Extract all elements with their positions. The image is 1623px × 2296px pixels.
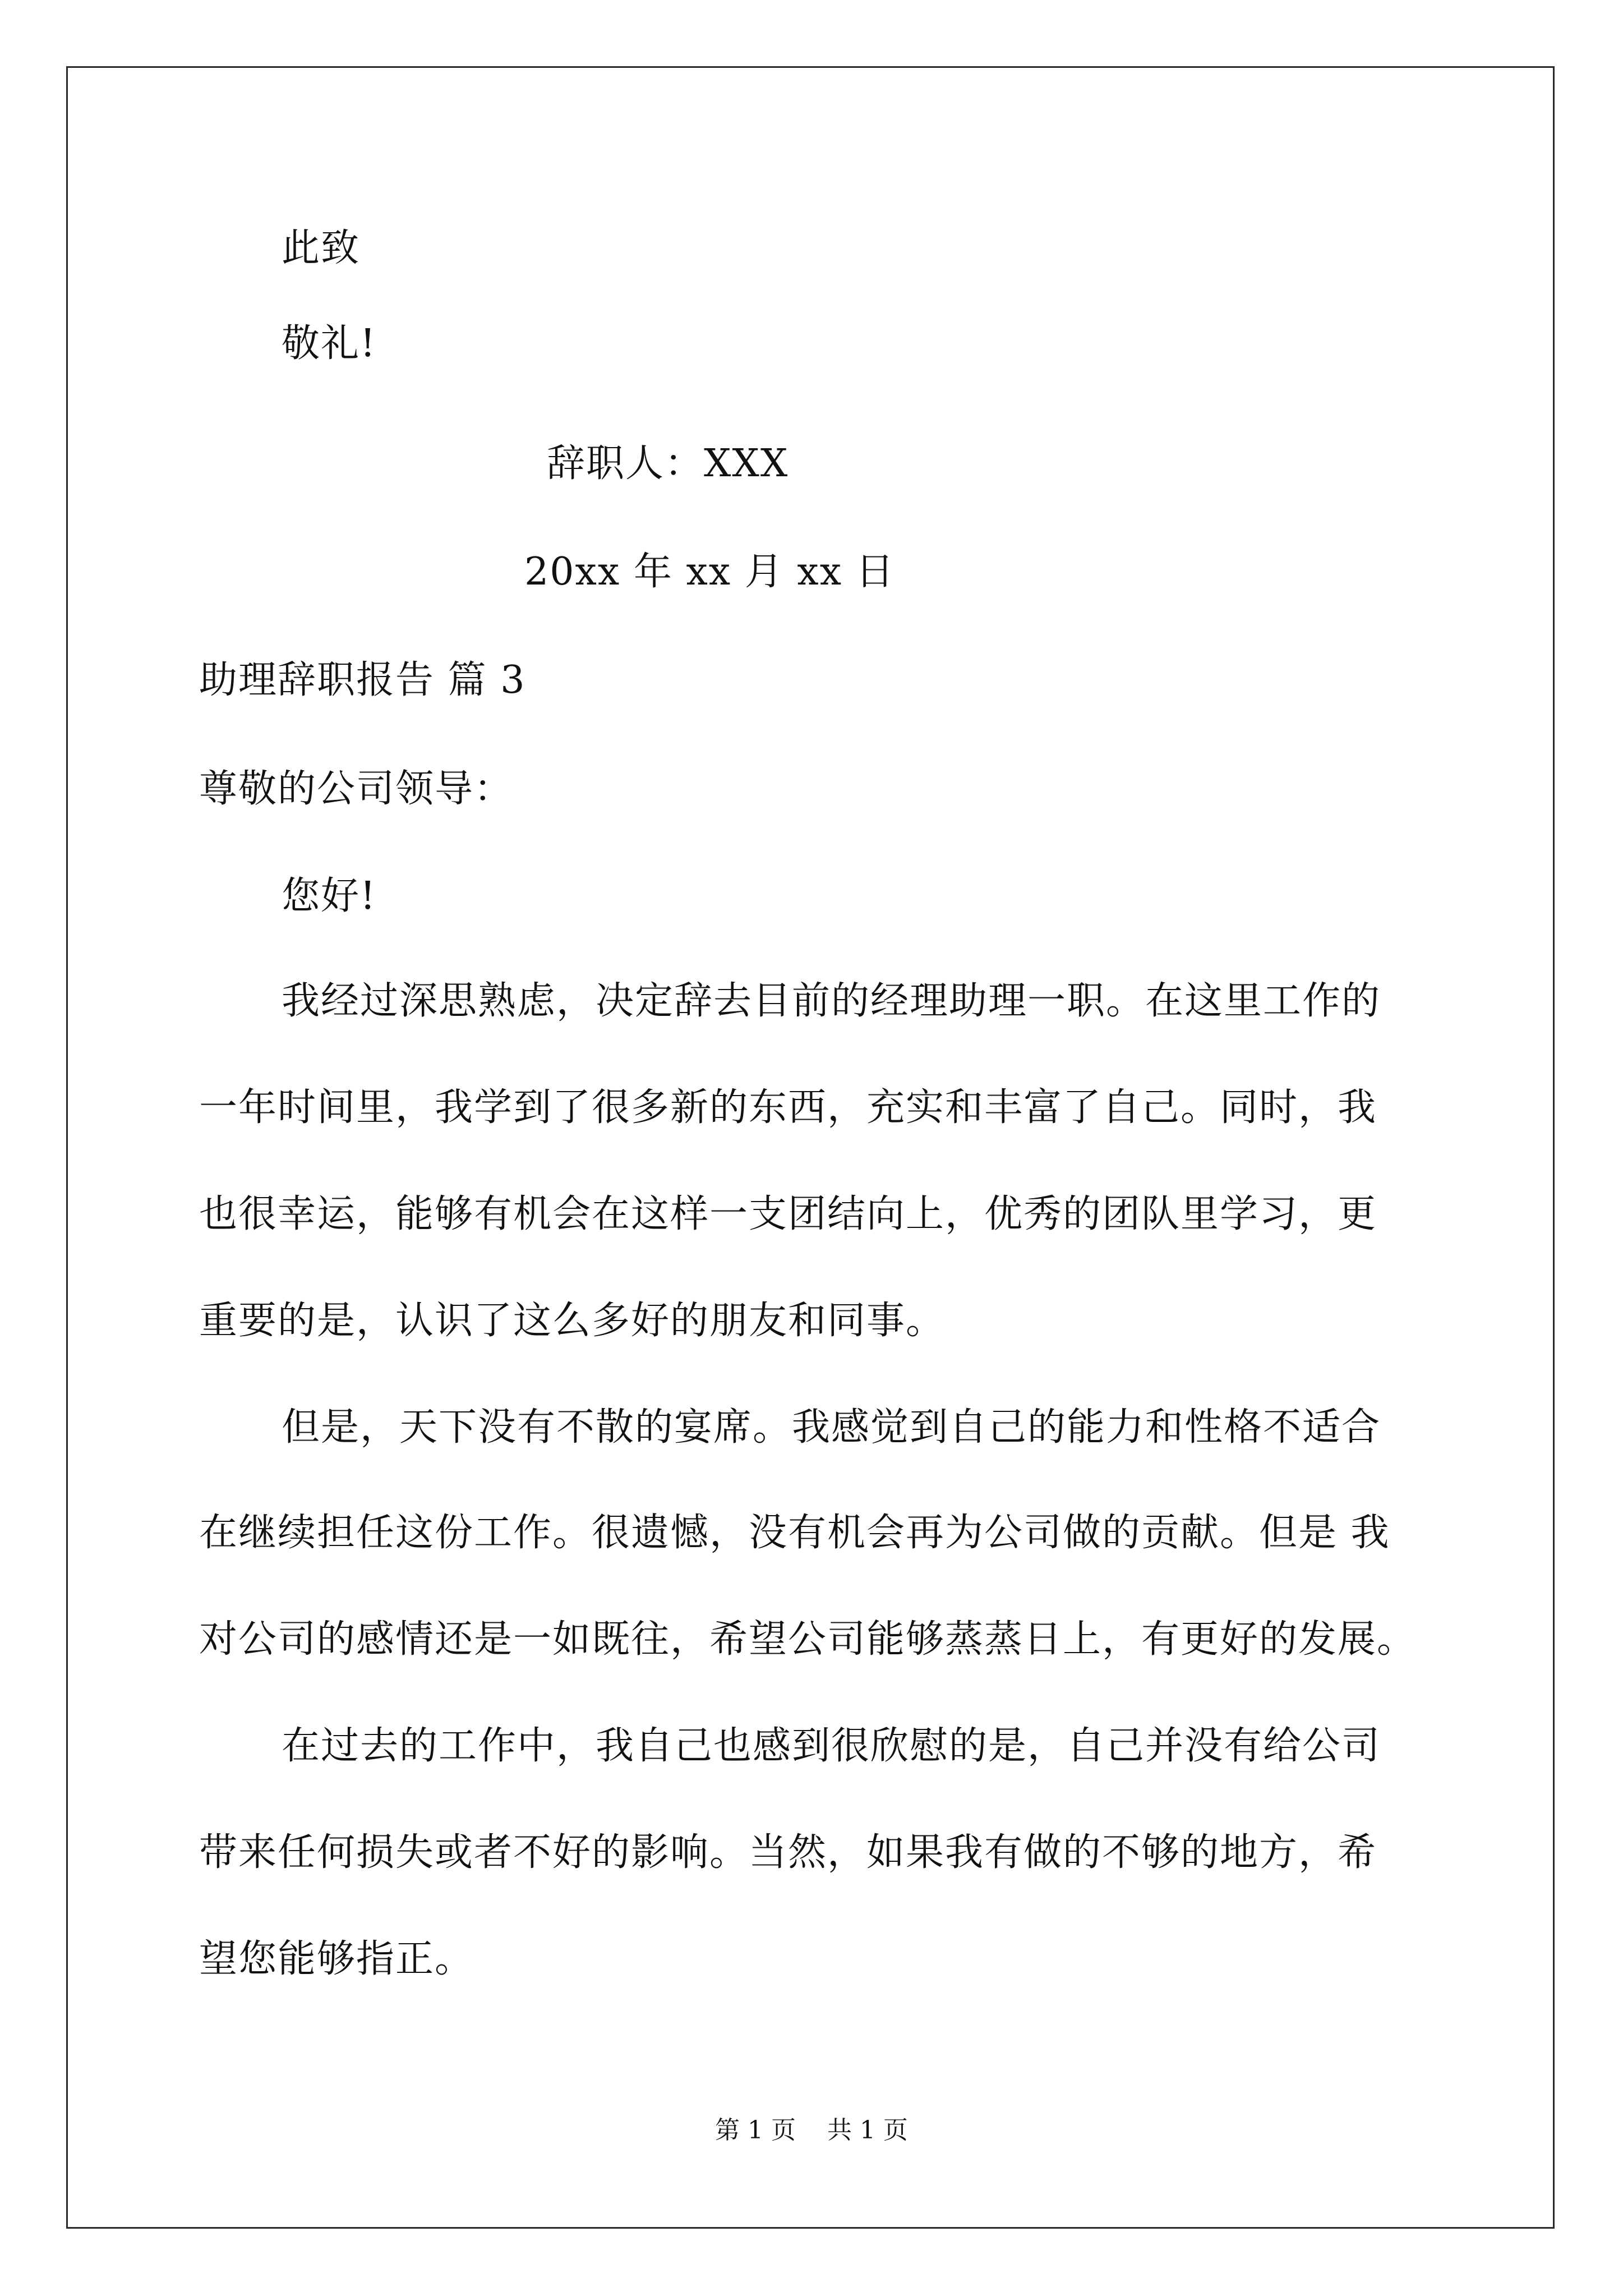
closing-line-2: 敬礼! [282, 321, 377, 366]
body-line: 一年时间里，我学到了很多新的东西，充实和丰富了自己。同时，我 [199, 1085, 1377, 1130]
greeting: 您好! [282, 874, 377, 918]
body-line: 重要的是，认识了这么多好的朋友和同事。 [199, 1299, 946, 1343]
footer-spacer [796, 2116, 827, 2145]
body-line: 但是，天下没有不散的宴席。我感觉到自己的能力和性格不适合 [282, 1405, 1381, 1450]
page-number-total: 共 1 页 [827, 2116, 908, 2145]
salutation: 尊敬的公司领导： [199, 767, 514, 811]
closing-line-1: 此致 [282, 226, 361, 270]
body-line: 望您能够指正。 [199, 1937, 474, 1981]
body-line: 在继续担任这份工作。很遗憾，没有机会再为公司做的贡献。但是 我 [199, 1511, 1390, 1555]
page-border [66, 66, 1555, 2229]
body-line: 对公司的感情还是一如既往，希望公司能够蒸蒸日上，有更好的发展。 [199, 1617, 1417, 1662]
body-line: 带来任何损失或者不好的影响。当然，如果我有做的不够的地方，希 [199, 1830, 1377, 1875]
body-line: 我经过深思熟虑，决定辞去目前的经理助理一职。在这里工作的 [282, 979, 1381, 1023]
page-footer [0, 2114, 1623, 2147]
page-number-current: 第 1 页 [715, 2116, 796, 2145]
body-line: 在过去的工作中，我自己也感到很欣慰的是，自己并没有给公司 [282, 1724, 1381, 1768]
body-line: 也很幸运，能够有机会在这样一支团结向上，优秀的团队里学习，更 [199, 1192, 1377, 1236]
date-line: 20xx 年 xx 月 xx 日 [524, 550, 895, 594]
section-heading: 助理辞职报告 篇 3 [199, 658, 526, 702]
signer-line: 辞职人：XXX [547, 441, 789, 486]
